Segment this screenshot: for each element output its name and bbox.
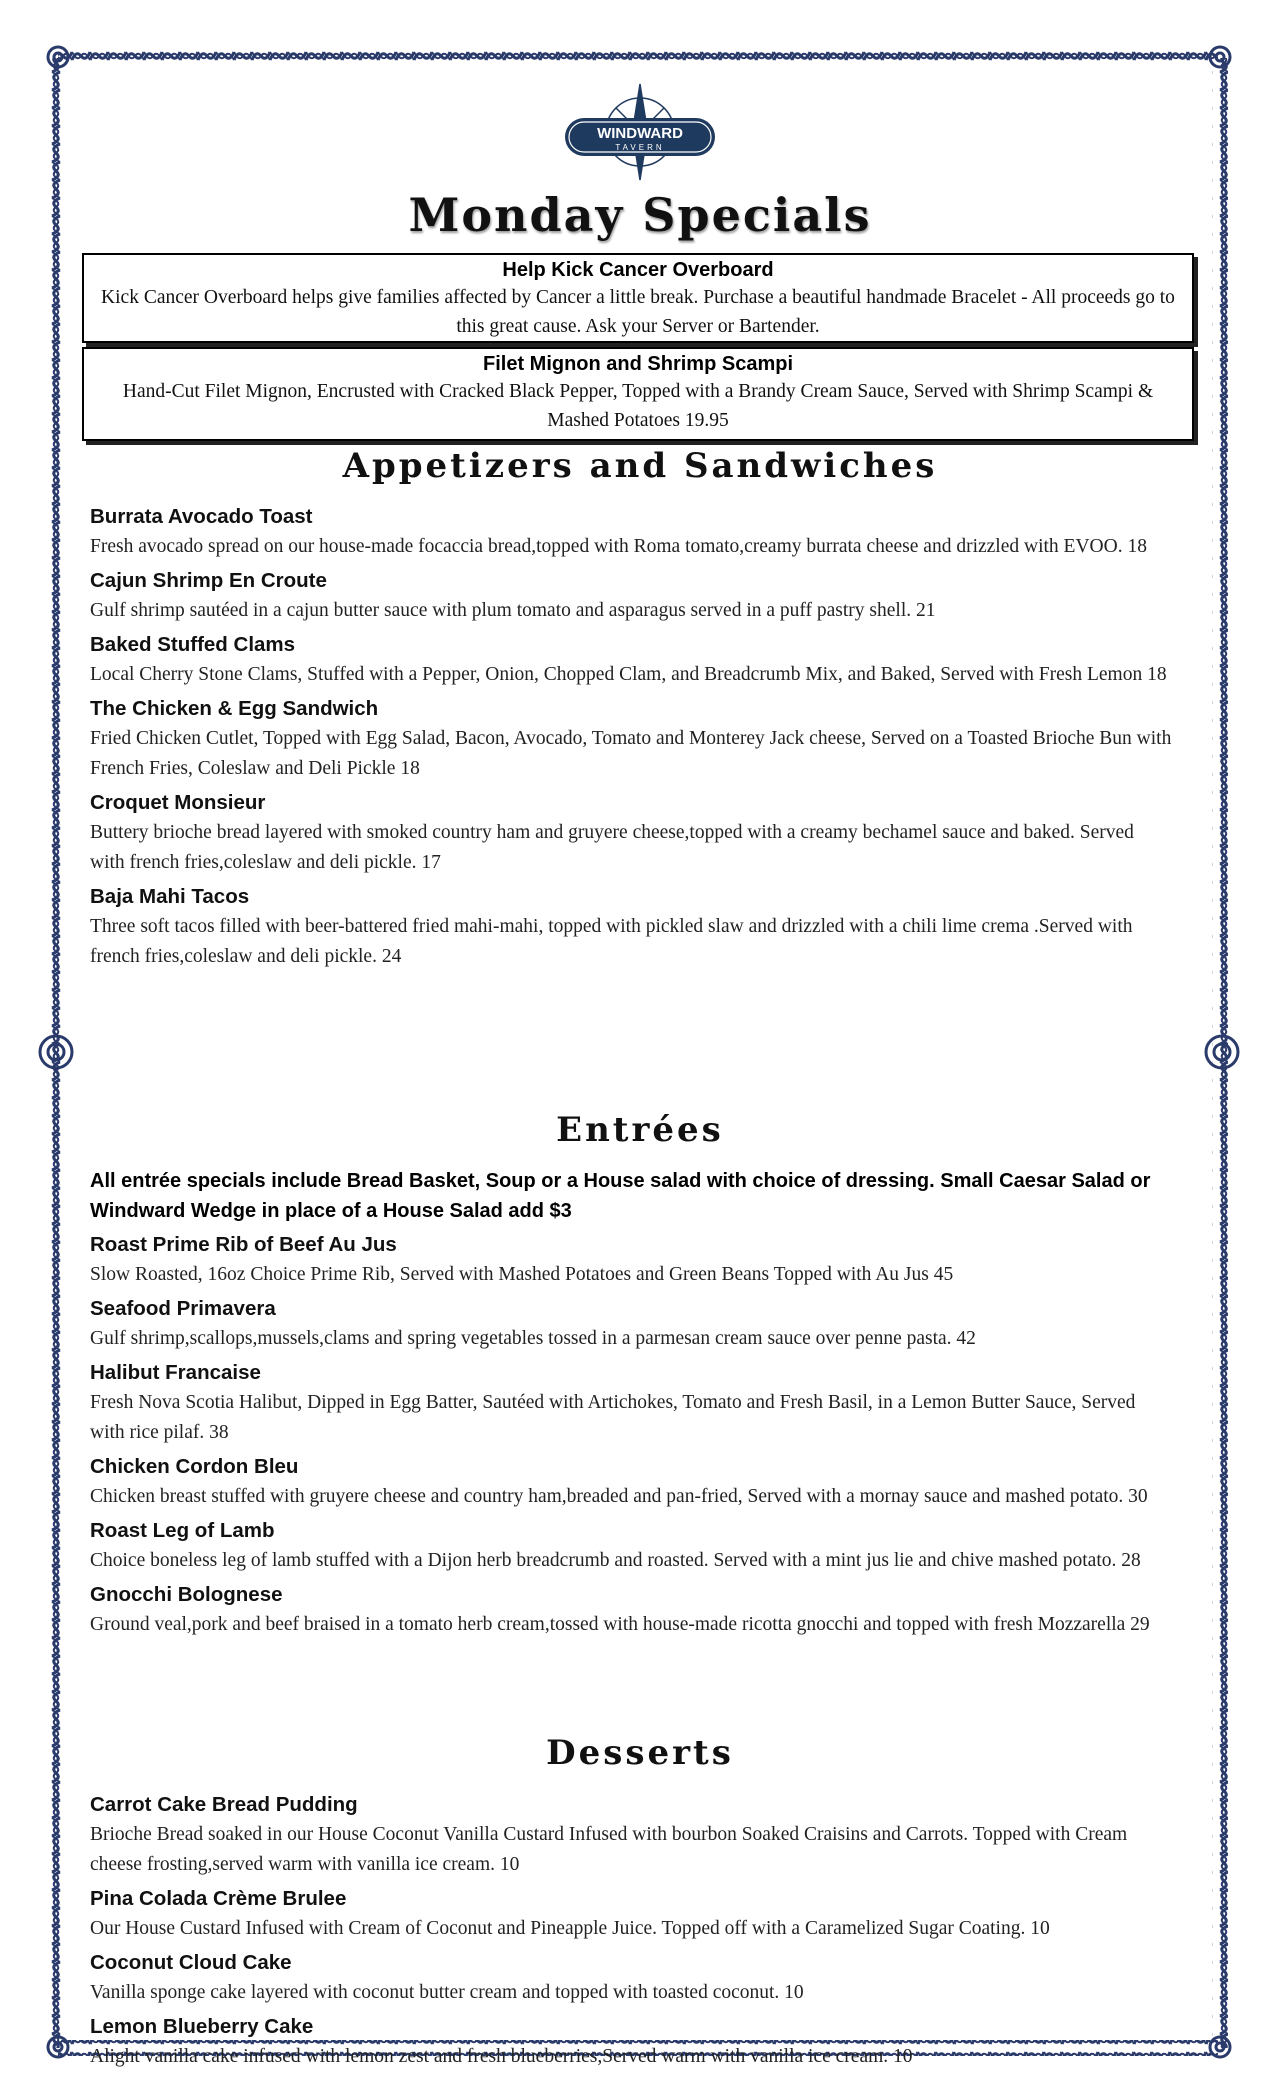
appetizers-list [90, 502, 1190, 976]
section-heading-appetizers: Appetizers and Sandwiches [342, 446, 938, 486]
item-description: Fresh Nova Scotia Halibut, Dipped in Egg Batter, Sautéed with Artichokes, Tomato and Fresh Basil, in a Lemon Butter Sauce, Served with rice pilaf. 38 [90, 1392, 1136, 1443]
item-name: Halibut Francaise [90, 1361, 261, 1384]
item-name: Chicken Cordon Bleu [90, 1455, 299, 1478]
menu-item [90, 566, 1190, 626]
item-description: Slow Roasted, 16oz Choice Prime Rib, Served with Mashed Potatoes and Green Beans Topped with Au Jus 45 [90, 1264, 954, 1285]
menu-item [90, 882, 1190, 972]
special-title: Filet Mignon and Shrimp Scampi [482, 353, 794, 375]
item-name: Roast Prime Rib of Beef Au Jus [90, 1233, 397, 1256]
item-description: Our House Custard Infused with Cream of Coconut and Pineapple Juice. Topped off with a Caramelized Sugar Coating. 10 [90, 1918, 1050, 1939]
section-heading-desserts: Desserts [546, 1733, 734, 1773]
item-description: Ground veal,pork and beef braised in a tomato herb cream,tossed with house-made ricotta gnocchi and topped with fresh Mozzarella 29 [90, 1614, 1150, 1635]
item-description: Chicken breast stuffed with gruyere cheese and country ham,breaded and pan-fried, Served with a mornay sauce and mashed potato. 30 [90, 1486, 1148, 1507]
item-name: Seafood Primavera [90, 1297, 276, 1320]
page-title: Monday Specials [408, 188, 872, 242]
item-name: Croquet Monsieur [90, 791, 266, 814]
item-description: Brioche Bread soaked in our House Coconut Vanilla Custard Infused with bourbon Soaked Craisins and Carrots. Topped with Cream cheese frosting,served warm with vanilla ice cream. 10 [90, 1824, 1128, 1875]
special-description: Hand-Cut Filet Mignon, Encrusted with Cracked Black Pepper, Topped with a Brandy Cream Sauce, Served with Shrimp Scampi & Mashed Potatoes 19.95 [122, 381, 1154, 431]
item-name: Carrot Cake Bread Pudding [90, 1793, 358, 1816]
menu-item [90, 1452, 1190, 1512]
menu-item [90, 1884, 1190, 1944]
special-description: Kick Cancer Overboard helps give families affected by Cancer a little break. Purchase a beautiful handmade Bracelet - All proceeds go to this great cause. Ask your Server or Bartender. [101, 287, 1175, 337]
item-name: Burrata Avocado Toast [90, 505, 313, 528]
item-name: Coconut Cloud Cake [90, 1951, 292, 1974]
logo-sub: TAVERN [615, 143, 665, 152]
item-name: Cajun Shrimp En Croute [90, 569, 327, 592]
item-name: The Chicken & Egg Sandwich [90, 697, 379, 720]
special-box-filet [82, 347, 1194, 441]
compass-logo-icon [550, 82, 730, 182]
item-description: Vanilla sponge cake layered with coconut butter cream and topped with toasted coconut. 10 [90, 1982, 804, 2003]
item-name: Roast Leg of Lamb [90, 1519, 275, 1542]
menu-item [90, 1358, 1190, 1448]
menu-item [90, 1948, 1190, 2008]
item-name: Pina Colada Crème Brulee [90, 1887, 347, 1910]
item-name: Baja Mahi Tacos [90, 885, 250, 908]
logo [90, 70, 1190, 190]
section-heading-entrees: Entrées [556, 1110, 724, 1150]
special-title: Help Kick Cancer Overboard [502, 259, 774, 281]
item-description: Choice boneless leg of lamb stuffed with a Dijon herb breadcrumb and roasted. Served with a mint jus lie and chive mashed potato. 28 [90, 1550, 1141, 1571]
item-description: Gulf shrimp,scallops,mussels,clams and spring vegetables tossed in a parmesan cream sauce over penne pasta. 42 [90, 1328, 976, 1349]
item-description: Gulf shrimp sautéed in a cajun butter sauce with plum tomato and asparagus served in a puff pastry shell. 21 [90, 600, 936, 621]
menu-item [90, 1580, 1190, 1640]
menu-item [90, 630, 1190, 690]
item-description: Local Cherry Stone Clams, Stuffed with a Pepper, Onion, Chopped Clam, and Breadcrumb Mix, and Baked, Served with Fresh Lemon 18 [90, 664, 1167, 685]
logo-name: WINDWARD [597, 125, 683, 142]
menu-item [90, 1230, 1190, 1290]
entrees-note: All entrée specials include Bread Basket, Soup or a House salad with choice of dressing. Small Caesar Salad or Windward Wedge in place of a House Salad add $3 [90, 1170, 1151, 1222]
item-description: Alight vanilla cake infused with lemon zest and fresh blueberries,Served warm with vanilla ice cream. 10 [90, 2046, 913, 2067]
menu-item [90, 502, 1190, 562]
entrees-list [90, 1166, 1190, 1644]
item-description: Buttery brioche bread layered with smoked country ham and gruyere cheese,topped with a creamy bechamel sauce and baked. Served with french fries,coleslaw and deli pickle. 17 [90, 822, 1134, 873]
desserts-list [90, 1790, 1190, 2076]
item-name: Baked Stuffed Clams [90, 633, 296, 656]
menu-item [90, 1294, 1190, 1354]
menu-item [90, 2012, 1190, 2072]
item-description: Three soft tacos filled with beer-battered fried mahi-mahi, topped with pickled slaw and drizzled with a chili lime crema .Served with french fries,coleslaw and deli pickle. 24 [90, 916, 1133, 967]
item-name: Gnocchi Bolognese [90, 1583, 283, 1606]
item-name: Lemon Blueberry Cake [90, 2015, 314, 2038]
special-box-charity [82, 253, 1194, 343]
item-description: Fried Chicken Cutlet, Topped with Egg Salad, Bacon, Avocado, Tomato and Monterey Jack cheese, Served on a Toasted Brioche Bun with French Fries, Coleslaw and Deli Pickle 18 [90, 728, 1172, 779]
menu-item [90, 694, 1190, 784]
menu-item [90, 1790, 1190, 1880]
item-description: Fresh avocado spread on our house-made focaccia bread,topped with Roma tomato,creamy burrata cheese and drizzled with EVOO. 18 [90, 536, 1147, 557]
menu-item [90, 788, 1190, 878]
menu-item [90, 1516, 1190, 1576]
